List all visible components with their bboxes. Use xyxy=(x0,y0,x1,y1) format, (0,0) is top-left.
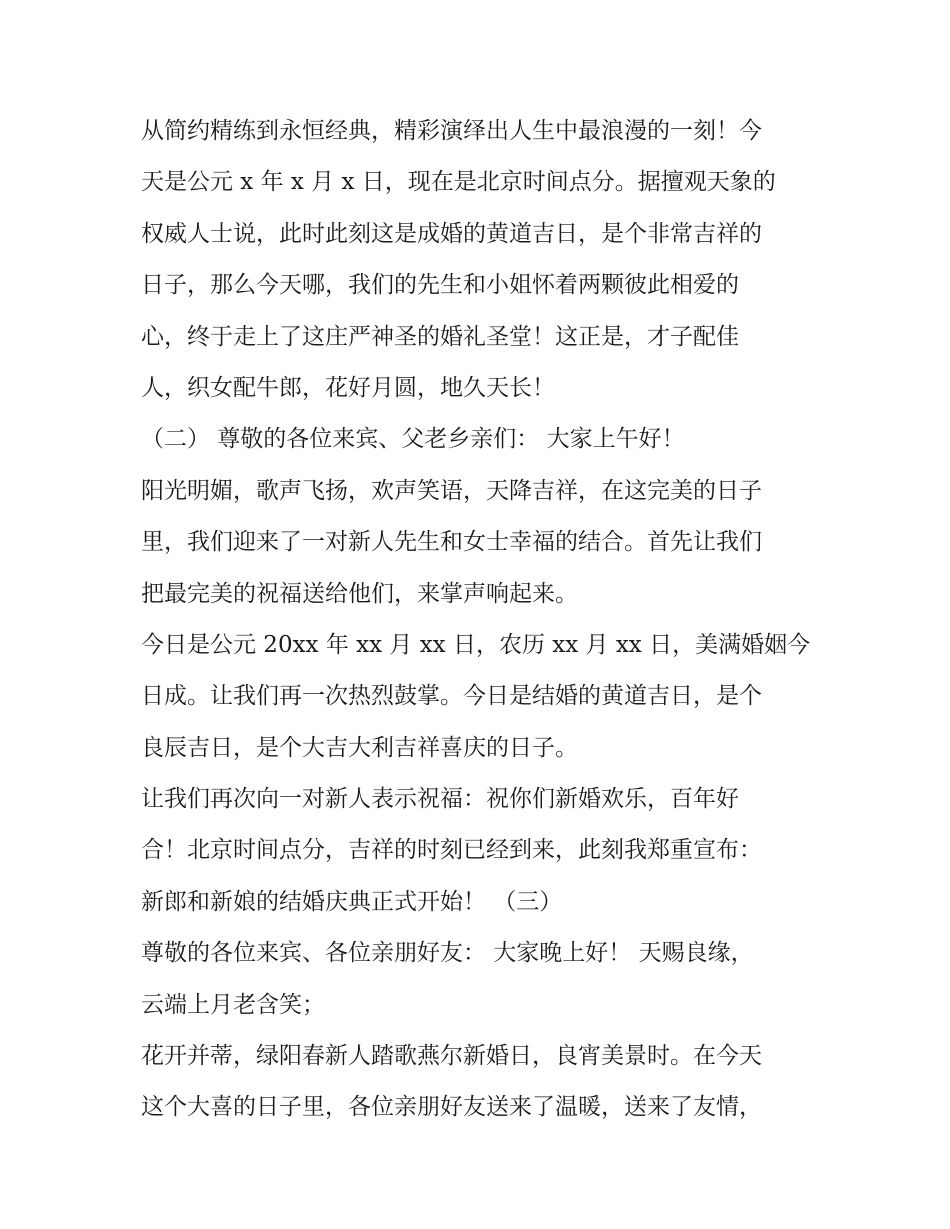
text-line: 从简约精练到永恒经典，精彩演绎出人生中最浪漫的一刻！今 xyxy=(141,118,762,144)
document-body xyxy=(141,106,821,1134)
text-line: 合！北京时间点分，吉祥的时刻已经到来，此刻我郑重宣布： xyxy=(141,837,762,864)
text-line: 人，织女配牛郎，花好月圆，地久天长！ xyxy=(141,374,555,401)
text-line: 把最完美的祝福送给他们，来掌声响起来。 xyxy=(141,580,578,607)
text-line: 里，我们迎来了一对新人先生和女士幸福的结合。首先让我们 xyxy=(141,529,762,556)
text-line: 日成。让我们再一次热烈鼓掌。今日是结婚的黄道吉日，是个 xyxy=(141,683,762,710)
text-line: 日子，那么今天哪，我们的先生和小姐怀着两颗彼此相爱的 xyxy=(141,272,739,299)
text-line: 今日是公元 20xx 年 xx 月 xx 日，农历 xx 月 xx 日，美满婚姻今 xyxy=(141,631,811,658)
text-line: 阳光明媚，歌声飞扬，欢声笑语，天降吉祥，在这完美的日子 xyxy=(141,477,762,504)
text-line: 这个大喜的日子里，各位亲朋好友送来了温暖，送来了友情， xyxy=(141,1094,762,1121)
text-line: 良辰吉日，是个大吉大利吉祥喜庆的日子。 xyxy=(141,734,578,761)
text-line: 心，终于走上了这庄严神圣的婚礼圣堂！这正是，才子配佳 xyxy=(141,323,739,350)
text-line: 让我们再次向一对新人表示祝福：祝你们新婚欢乐，百年好 xyxy=(141,786,739,813)
text-line: 权威人士说，此时此刻这是成婚的黄道吉日，是个非常吉祥的 xyxy=(141,220,762,247)
text-line: 新郎和新娘的结婚庆典正式开始！ （三） xyxy=(141,888,563,915)
text-line: 天是公元 x 年 x 月 x 日，现在是北京时间点分。据擅观天象的 xyxy=(141,169,776,196)
text-line: 尊敬的各位来宾、各位亲朋好友： 大家晚上好！ 天赐良缘， xyxy=(141,940,754,967)
text-line: 花开并蒂，绿阳春新人踏歌燕尔新婚日，良宵美景时。在今天 xyxy=(141,1043,762,1070)
section-heading-line: （二） 尊敬的各位来宾、父老乡亲们： 大家上午好！ xyxy=(141,426,685,453)
text-line: 云端上月老含笑； xyxy=(141,991,325,1018)
